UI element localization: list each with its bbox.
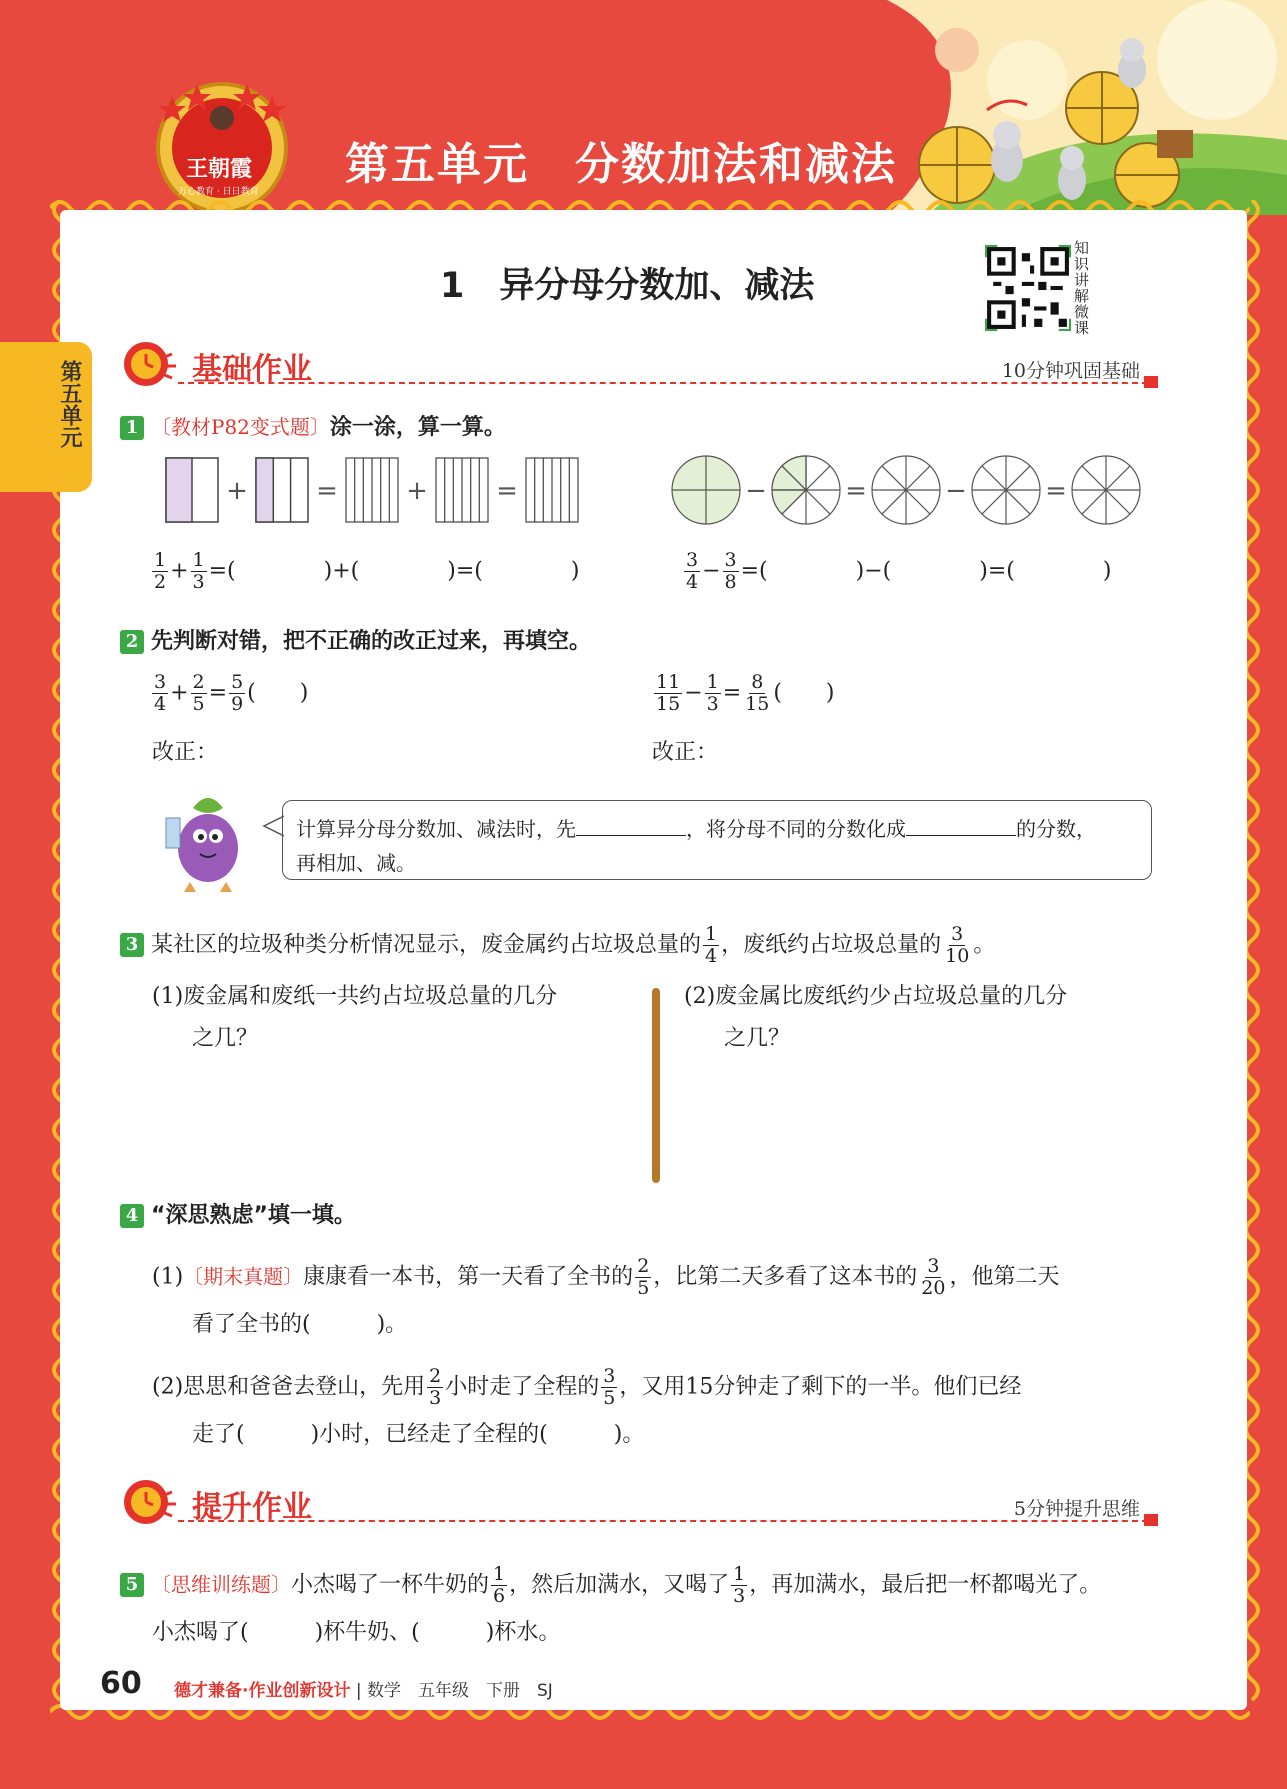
section-label: 提升作业 <box>192 1490 312 1525</box>
q1-number: 1 <box>120 416 144 440</box>
q1-prompt <box>120 416 506 440</box>
fraction: $\frac{3}{8}$ <box>724 549 737 593</box>
fraction: $\frac{1}{3}$ <box>706 671 719 715</box>
q3-prompt-b: ，废纸约占垃圾总量的 <box>721 932 942 958</box>
qr-label: 知识讲解微课 <box>1074 239 1090 337</box>
q5-line2[interactable]: 小杰喝了( )杯牛奶、( )杯水。 <box>152 1620 561 1645</box>
q1-left-blanks[interactable]: =( )+( )=( ) <box>208 558 580 584</box>
q2-fix-right-label: 改正： <box>652 740 719 765</box>
q4-sub1-tag: 〔期末真题〕 <box>183 1264 304 1289</box>
tip-text-line2: 再相加、减。 <box>296 851 416 875</box>
unit-title: 第五单元 分数加法和减法 <box>345 139 897 190</box>
fraction: $\frac{2}{5}$ <box>192 671 205 715</box>
section-divider-end <box>1144 376 1158 388</box>
q1-circle-diagram[interactable] <box>668 452 1148 532</box>
q3-sub1-line2: 之几？ <box>192 1026 259 1051</box>
fraction: $\frac{3}{5}$ <box>603 1365 616 1409</box>
q1-left-equation[interactable]: $\frac{1}{2}$ + $\frac{1}{3}$ =( )+( )=( ) <box>154 549 580 593</box>
q3-sub2-line1: (2)废金属比废纸约少占垃圾总量的几分 <box>684 984 1068 1009</box>
tip-text-c: 的分数， <box>1016 817 1096 841</box>
badge-name: 王朝霞 <box>186 157 253 182</box>
q1-right-blanks[interactable]: =( )−( )=( ) <box>740 558 1112 584</box>
fraction: $\frac{1}{4}$ <box>705 923 718 967</box>
alarm-clock-icon <box>118 1474 180 1530</box>
section-basic-homework <box>118 336 1158 392</box>
footer-brand: 德才兼备·作业创新设计 <box>174 1681 351 1701</box>
q5-tag: 〔思维训练题〕 <box>151 1572 291 1597</box>
q1-op-8: = <box>1045 476 1067 506</box>
q1-op-1: + <box>226 476 248 506</box>
q4-prompt <box>120 1204 356 1228</box>
q1-op-5: − <box>745 476 767 506</box>
q3-sub2-line2: 之几？ <box>724 1026 791 1051</box>
q2-prompt <box>120 630 591 654</box>
fraction: $\frac{2}{3}$ <box>429 1365 442 1409</box>
q4-prompt-text: “深思熟虑”填一填。 <box>151 1203 356 1228</box>
q1-op-2: = <box>316 476 338 506</box>
q1-right-equation[interactable]: $\frac{3}{4}$ − $\frac{3}{8}$ =( )−( )=( ) <box>686 549 1112 593</box>
q3-prompt-a: 某社区的垃圾种类分析情况显示，废金属约占垃圾总量的 <box>151 932 702 958</box>
section-note: 10分钟巩固基础 <box>1001 360 1140 382</box>
q3-number: 3 <box>120 933 144 957</box>
fraction: $\frac{3}{10}$ <box>945 923 970 967</box>
speech-bubble-tail <box>262 814 284 838</box>
fraction: $\frac{1}{2}$ <box>154 549 167 593</box>
q1-op-3: + <box>406 476 428 506</box>
qr-code-icon[interactable] <box>985 245 1071 331</box>
section-divider <box>178 382 1158 384</box>
tip-text <box>296 812 1096 880</box>
fraction: $\frac{1}{3}$ <box>733 1563 746 1607</box>
section-divider-end <box>1144 1514 1158 1526</box>
eggplant-mascot-icon <box>148 778 268 898</box>
unit-side-tab-label: 第五单元 <box>57 360 82 448</box>
q4-sub1-line1: (1)〔期末真题〕康康看一本书，第一天看了全书的 $\frac{2}{5}$ ，比第二天多看了这本书的 $\frac{3}{20}$ ，他第二天 <box>152 1255 1060 1299</box>
q3-prompt <box>120 924 995 967</box>
q2-left-equation[interactable]: $\frac{3}{4}$ + $\frac{2}{5}$ = $\frac{5}{9}$ ( ) <box>154 671 309 715</box>
q2-left-judge[interactable]: ( ) <box>247 680 309 706</box>
tip-text-b: ，将分母不同的分数化成 <box>686 817 906 841</box>
fraction: $\frac{1}{6}$ <box>493 1563 506 1607</box>
fraction: $\frac{5}{9}$ <box>231 671 244 715</box>
q4-sub2-line1: (2)思思和爸爸去登山，先用 $\frac{2}{3}$ 小时走了全程的 $\frac{3}{5}$ ，又用15分钟走了剩下的一半。他们已经 <box>152 1365 1022 1409</box>
fraction: $\frac{3}{4}$ <box>154 671 167 715</box>
q2-prompt-text: 先判断对错，把不正确的改正过来，再填空。 <box>151 629 592 654</box>
page-number: 60 <box>100 1666 142 1701</box>
q1-prompt-text: 涂一涂，算一算。 <box>329 415 506 440</box>
badge-subtitle: 万心教育 · 日日教育 <box>178 187 259 197</box>
q1-tag: 〔教材P82变式题〕 <box>151 415 330 439</box>
q4-number: 4 <box>120 1204 144 1228</box>
mice-fraction-illustration <box>887 0 1287 215</box>
q2-number: 2 <box>120 630 144 654</box>
tip-blank-1[interactable] <box>576 816 686 836</box>
fraction: $\frac{8}{15}$ <box>745 671 770 715</box>
tip-text-a: 计算异分母分数加、减法时，先 <box>296 817 576 841</box>
section-label: 基础作业 <box>192 352 312 387</box>
page-header <box>0 0 1287 215</box>
footer-text <box>174 1676 553 1701</box>
alarm-clock-icon <box>118 336 180 392</box>
section-divider <box>178 1520 1158 1522</box>
q3-prompt-c: 。 <box>973 932 996 958</box>
q1-op-7: − <box>945 476 967 506</box>
q4-sub1-line2[interactable]: 看了全书的( )。 <box>192 1312 408 1337</box>
fraction: $\frac{11}{15}$ <box>656 671 681 715</box>
q1-op-4: = <box>496 476 518 506</box>
footer-info: | 数学 五年级 下册 SJ <box>355 1681 553 1701</box>
fraction: $\frac{2}{5}$ <box>637 1255 650 1299</box>
q3-column-divider <box>652 988 660 1183</box>
q5-line1: 5 〔思维训练题〕小杰喝了一杯牛奶的 $\frac{1}{6}$ ，然后加满水，又喝了 $\frac{1}{3}$ ，再加满水，最后把一杯都喝光了。 <box>120 1564 1101 1607</box>
q5-number: 5 <box>120 1573 144 1597</box>
q4-sub2-line2[interactable]: 走了( )小时，已经走了全程的( )。 <box>192 1422 645 1447</box>
section-note: 5分钟提升思维 <box>1013 1498 1140 1520</box>
q1-rectangle-diagram[interactable] <box>160 452 590 532</box>
section-advanced-homework <box>118 1474 1158 1530</box>
q3-sub1-line1: (1)废金属和废纸一共约占垃圾总量的几分 <box>152 984 558 1009</box>
tip-blank-2[interactable] <box>906 816 1016 836</box>
q2-right-judge[interactable]: ( ) <box>773 680 835 706</box>
fraction: $\frac{3}{4}$ <box>686 549 699 593</box>
q2-fix-left-label: 改正： <box>152 740 219 765</box>
lesson-title: 1 异分母分数加、减法 <box>440 266 815 306</box>
q1-op-6: = <box>845 476 867 506</box>
q2-right-equation[interactable]: $\frac{11}{15}$ − $\frac{1}{3}$ = $\frac{8}{15}$ ( ) <box>656 671 835 715</box>
fraction: $\frac{3}{20}$ <box>921 1255 946 1299</box>
fraction: $\frac{1}{3}$ <box>192 549 205 593</box>
